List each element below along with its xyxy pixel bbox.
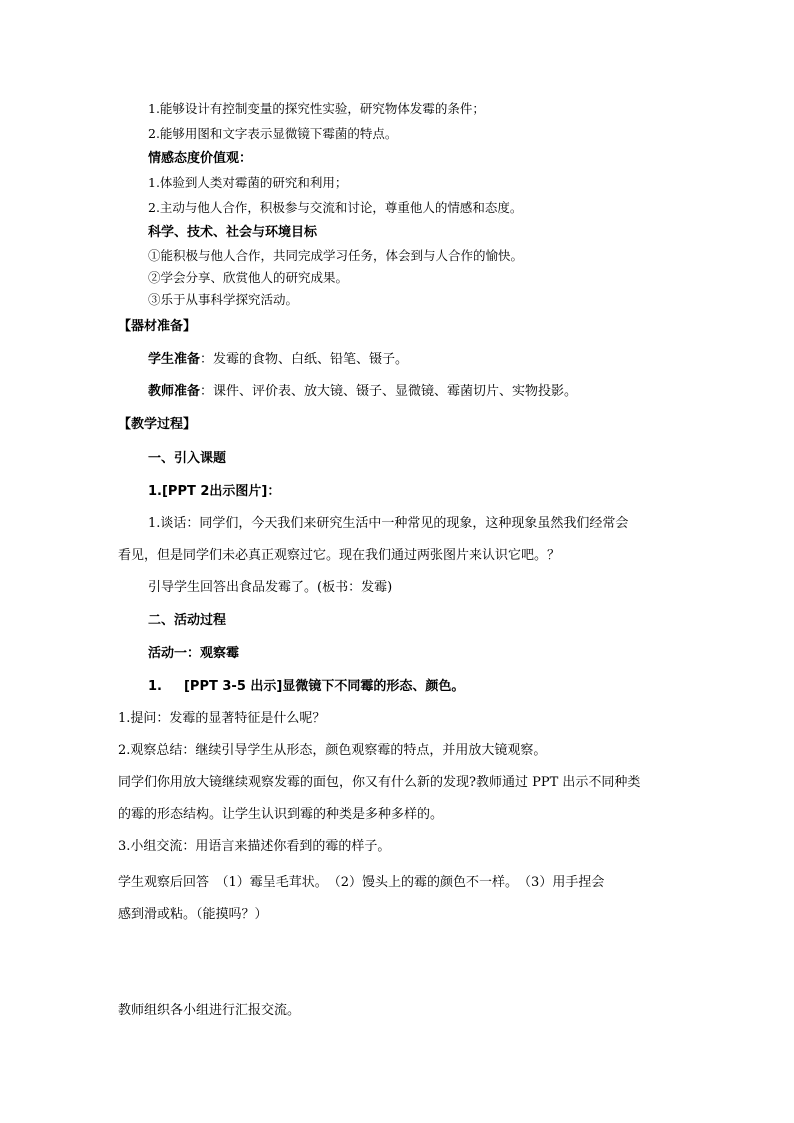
ppt-3-5-num: 1. [148, 679, 162, 694]
part1-heading: 一、引入课题 [148, 451, 227, 466]
teacher-prep-text: ：课件、评价表、放大镜、镊子、显微镜、霉菌切片、实物投影。 [200, 384, 578, 399]
emotion-item-1: 1.体验到人类对霉菌的研究和利用； [148, 175, 348, 190]
talk-line-1: 1.谈话：同学们，今天我们来研究生活中一种常见的现象，这种现象虽然我们经常会 [148, 516, 629, 531]
question-3: 3.小组交流：用语言来描述你看到的霉的样子。 [118, 839, 391, 854]
ppt-3-5-text: [PPT 3-5 出示]显微镜下不同霉的形态、颜色。 [183, 679, 465, 694]
teacher-prep [148, 385, 577, 398]
student-prep [148, 353, 408, 366]
question-2-line-3: 的霉的形态结构。让学生认识到霉的种类是多种多样的。 [118, 807, 444, 822]
question-2-line-2: 同学们你用放大镜继续观察发霉的面包，你又有什么新的发现?教师通过 PPT 出示不同种类 [118, 775, 641, 790]
equipment-heading: 【器材准备】 [118, 319, 197, 334]
part2-heading: 二、活动过程 [148, 613, 227, 628]
ppt-3-5-line [148, 680, 464, 693]
guide-text: 引导学生回答出食品发霉了。(板书：发霉) [148, 580, 393, 595]
skill-item-1: 1.能够设计有控制变量的探究性实验，研究物体发霉的条件； [148, 101, 485, 116]
answer-line-2: 感到滑或粘。（能摸吗？） [118, 907, 268, 922]
activity-1-heading: 活动一：观察霉 [148, 646, 240, 661]
sts-heading: 科学、技术、社会与环境目标 [148, 225, 318, 240]
student-prep-label: 学生准备 [148, 352, 201, 367]
student-prep-text: ：发霉的食物、白纸、铅笔、镊子。 [200, 352, 409, 367]
question-2: 2.观察总结：继续引导学生从形态，颜色观察霉的特点，并用放大镜观察。 [118, 743, 547, 758]
question-1: 1.提问：发霉的显著特征是什么呢？ [118, 711, 326, 726]
answer-line-1: 学生观察后回答 （1）霉呈毛茸状。 （2）馒头上的霉的颜色不一样。 （3）用手捏会 [118, 875, 605, 890]
talk-line-2: 看见，但是同学们未必真正观察过它。现在我们通过两张图片来认识它吧。？ [118, 548, 561, 563]
sts-item-2: ②学会分享、欣赏他人的研究成果。 [148, 270, 349, 285]
report-text: 教师组织各小组进行汇报交流。 [118, 1003, 301, 1018]
sts-item-3: ③乐于从事科学探究活动。 [148, 292, 299, 307]
emotion-heading: 情感态度价值观： [148, 151, 253, 166]
teacher-prep-label: 教师准备 [148, 384, 201, 399]
emotion-item-2: 2.主动与他人合作，积极参与交流和讨论，尊重他人的情感和态度。 [148, 200, 523, 215]
skill-item-2: 2.能够用图和文字表示显微镜下霉菌的特点。 [148, 126, 398, 141]
part1-ppt: 1.[PPT 2出示图片]： [148, 484, 281, 499]
process-heading: 【教学过程】 [118, 417, 197, 432]
sts-item-1: ①能积极与他人合作，共同完成学习任务，体会到与人合作的愉快。 [148, 248, 524, 263]
